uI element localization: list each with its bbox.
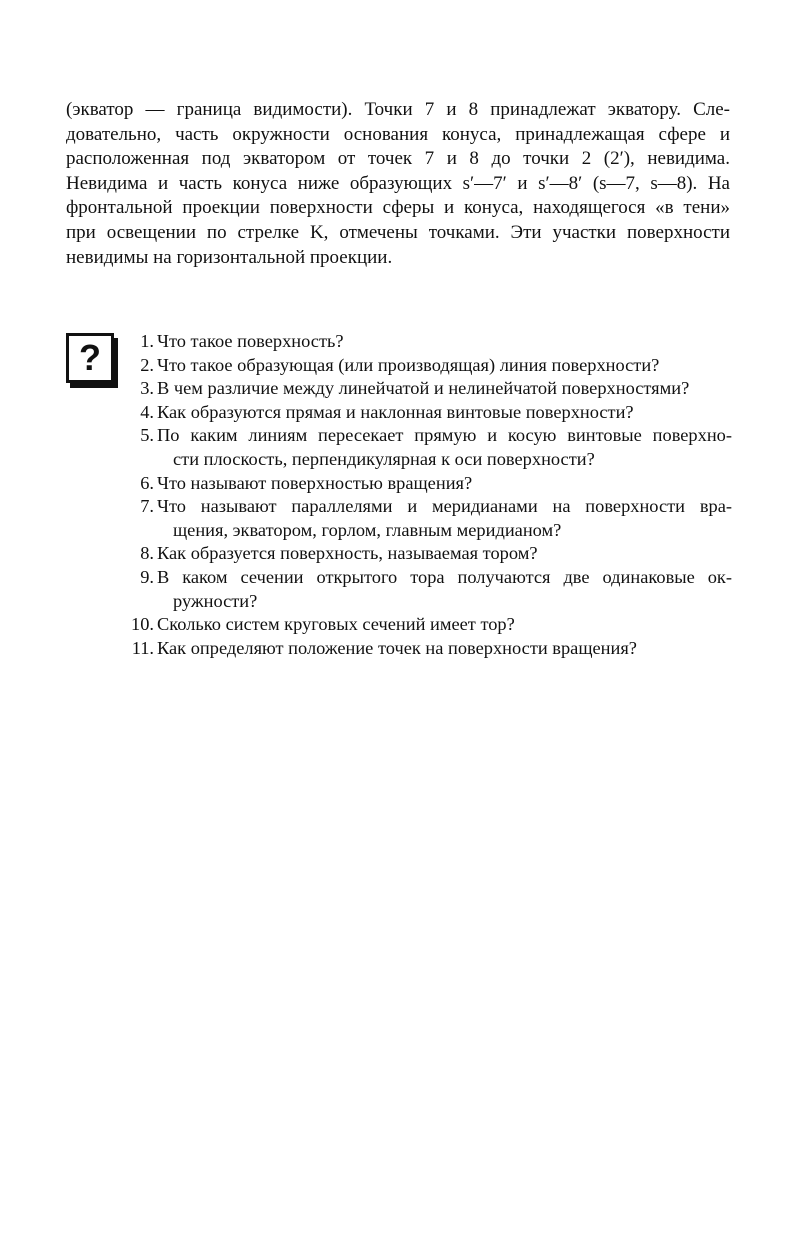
question-number: 2. bbox=[140, 354, 154, 375]
question-item bbox=[126, 637, 732, 661]
paragraph-line: Невидима и часть конуса ниже образующих s′—7′ и s′—8′ (s—7, s—8). На bbox=[66, 172, 730, 194]
body-paragraph bbox=[66, 98, 730, 270]
question-number: 7. bbox=[140, 496, 154, 517]
question-number: 10. bbox=[131, 614, 154, 635]
question-item bbox=[126, 354, 732, 378]
question-text bbox=[157, 330, 732, 354]
question-text bbox=[157, 613, 732, 637]
question-line: В чем различие между линейчатой и нелинейчатой поверхностями? bbox=[157, 378, 690, 399]
question-number: 3. bbox=[140, 378, 154, 399]
question-item bbox=[126, 401, 732, 425]
question-line: В каком сечении открытого тора получаются две одинаковые ок- bbox=[157, 566, 732, 587]
question-item bbox=[126, 424, 732, 471]
question-text bbox=[157, 542, 732, 566]
question-item bbox=[126, 566, 732, 613]
paragraph-line: невидимы на горизонтальной проекции. bbox=[66, 246, 393, 268]
question-number: 5. bbox=[140, 425, 154, 446]
question-text bbox=[157, 566, 732, 613]
question-number: 1. bbox=[140, 331, 154, 351]
paragraph-line: довательно, часть окружности основания конуса, принадлежащая сфере и bbox=[66, 123, 730, 145]
question-line: Что такое поверхность? bbox=[157, 331, 344, 351]
question-number: 4. bbox=[140, 401, 154, 422]
question-text bbox=[157, 354, 732, 378]
question-number: 11. bbox=[131, 637, 154, 658]
question-line: Сколько систем круговых сечений имеет тор? bbox=[157, 614, 515, 635]
question-item bbox=[126, 472, 732, 496]
question-line: Как образуется поверхность, называемая тором? bbox=[157, 543, 538, 564]
question-number: 9. bbox=[140, 566, 154, 587]
question-line: По каким линиям пересекает прямую и косую винтовые поверхно- bbox=[157, 425, 732, 446]
question-line: щения, экватором, горлом, главным меридианом? bbox=[173, 519, 562, 540]
question-item bbox=[126, 613, 732, 637]
question-text bbox=[157, 472, 732, 496]
paragraph-line: при освещении по стрелке K, отмечены точками. Эти участки поверхности bbox=[66, 221, 730, 243]
question-item bbox=[126, 377, 732, 401]
paragraph-line: фронтальной проекции поверхности сферы и конуса, находящегося «в тени» bbox=[66, 197, 730, 219]
question-line: сти плоскость, перпендикулярная к оси поверхности? bbox=[173, 448, 595, 469]
question-line: Что называют параллелями и меридианами на поверхности вра- bbox=[157, 496, 732, 517]
paragraph-line: расположенная под экватором от точек 7 и 8 до точки 2 (2′), невидима. bbox=[66, 148, 730, 170]
question-mark-icon bbox=[66, 333, 114, 383]
question-text bbox=[157, 424, 732, 471]
question-mark-symbol: ? bbox=[79, 337, 101, 378]
question-text bbox=[157, 377, 732, 401]
question-number: 8. bbox=[140, 543, 154, 564]
question-item bbox=[126, 495, 732, 542]
question-text bbox=[157, 637, 732, 661]
question-text bbox=[157, 495, 732, 542]
question-item bbox=[126, 542, 732, 566]
review-questions-list bbox=[126, 330, 732, 660]
question-number: 6. bbox=[140, 472, 154, 493]
question-line: Как определяют положение точек на поверхности вращения? bbox=[157, 637, 637, 658]
question-item bbox=[126, 330, 732, 354]
question-line: Как образуются прямая и наклонная винтовые поверхности? bbox=[157, 401, 634, 422]
question-text bbox=[157, 401, 732, 425]
question-line: Что называют поверхностью вращения? bbox=[157, 472, 473, 493]
question-line: ружности? bbox=[173, 590, 258, 611]
question-line: Что такое образующая (или производящая) линия поверхности? bbox=[157, 354, 660, 375]
paragraph-line: (экватор — граница видимости). Точки 7 и 8 принадлежат экватору. Сле- bbox=[66, 99, 730, 120]
